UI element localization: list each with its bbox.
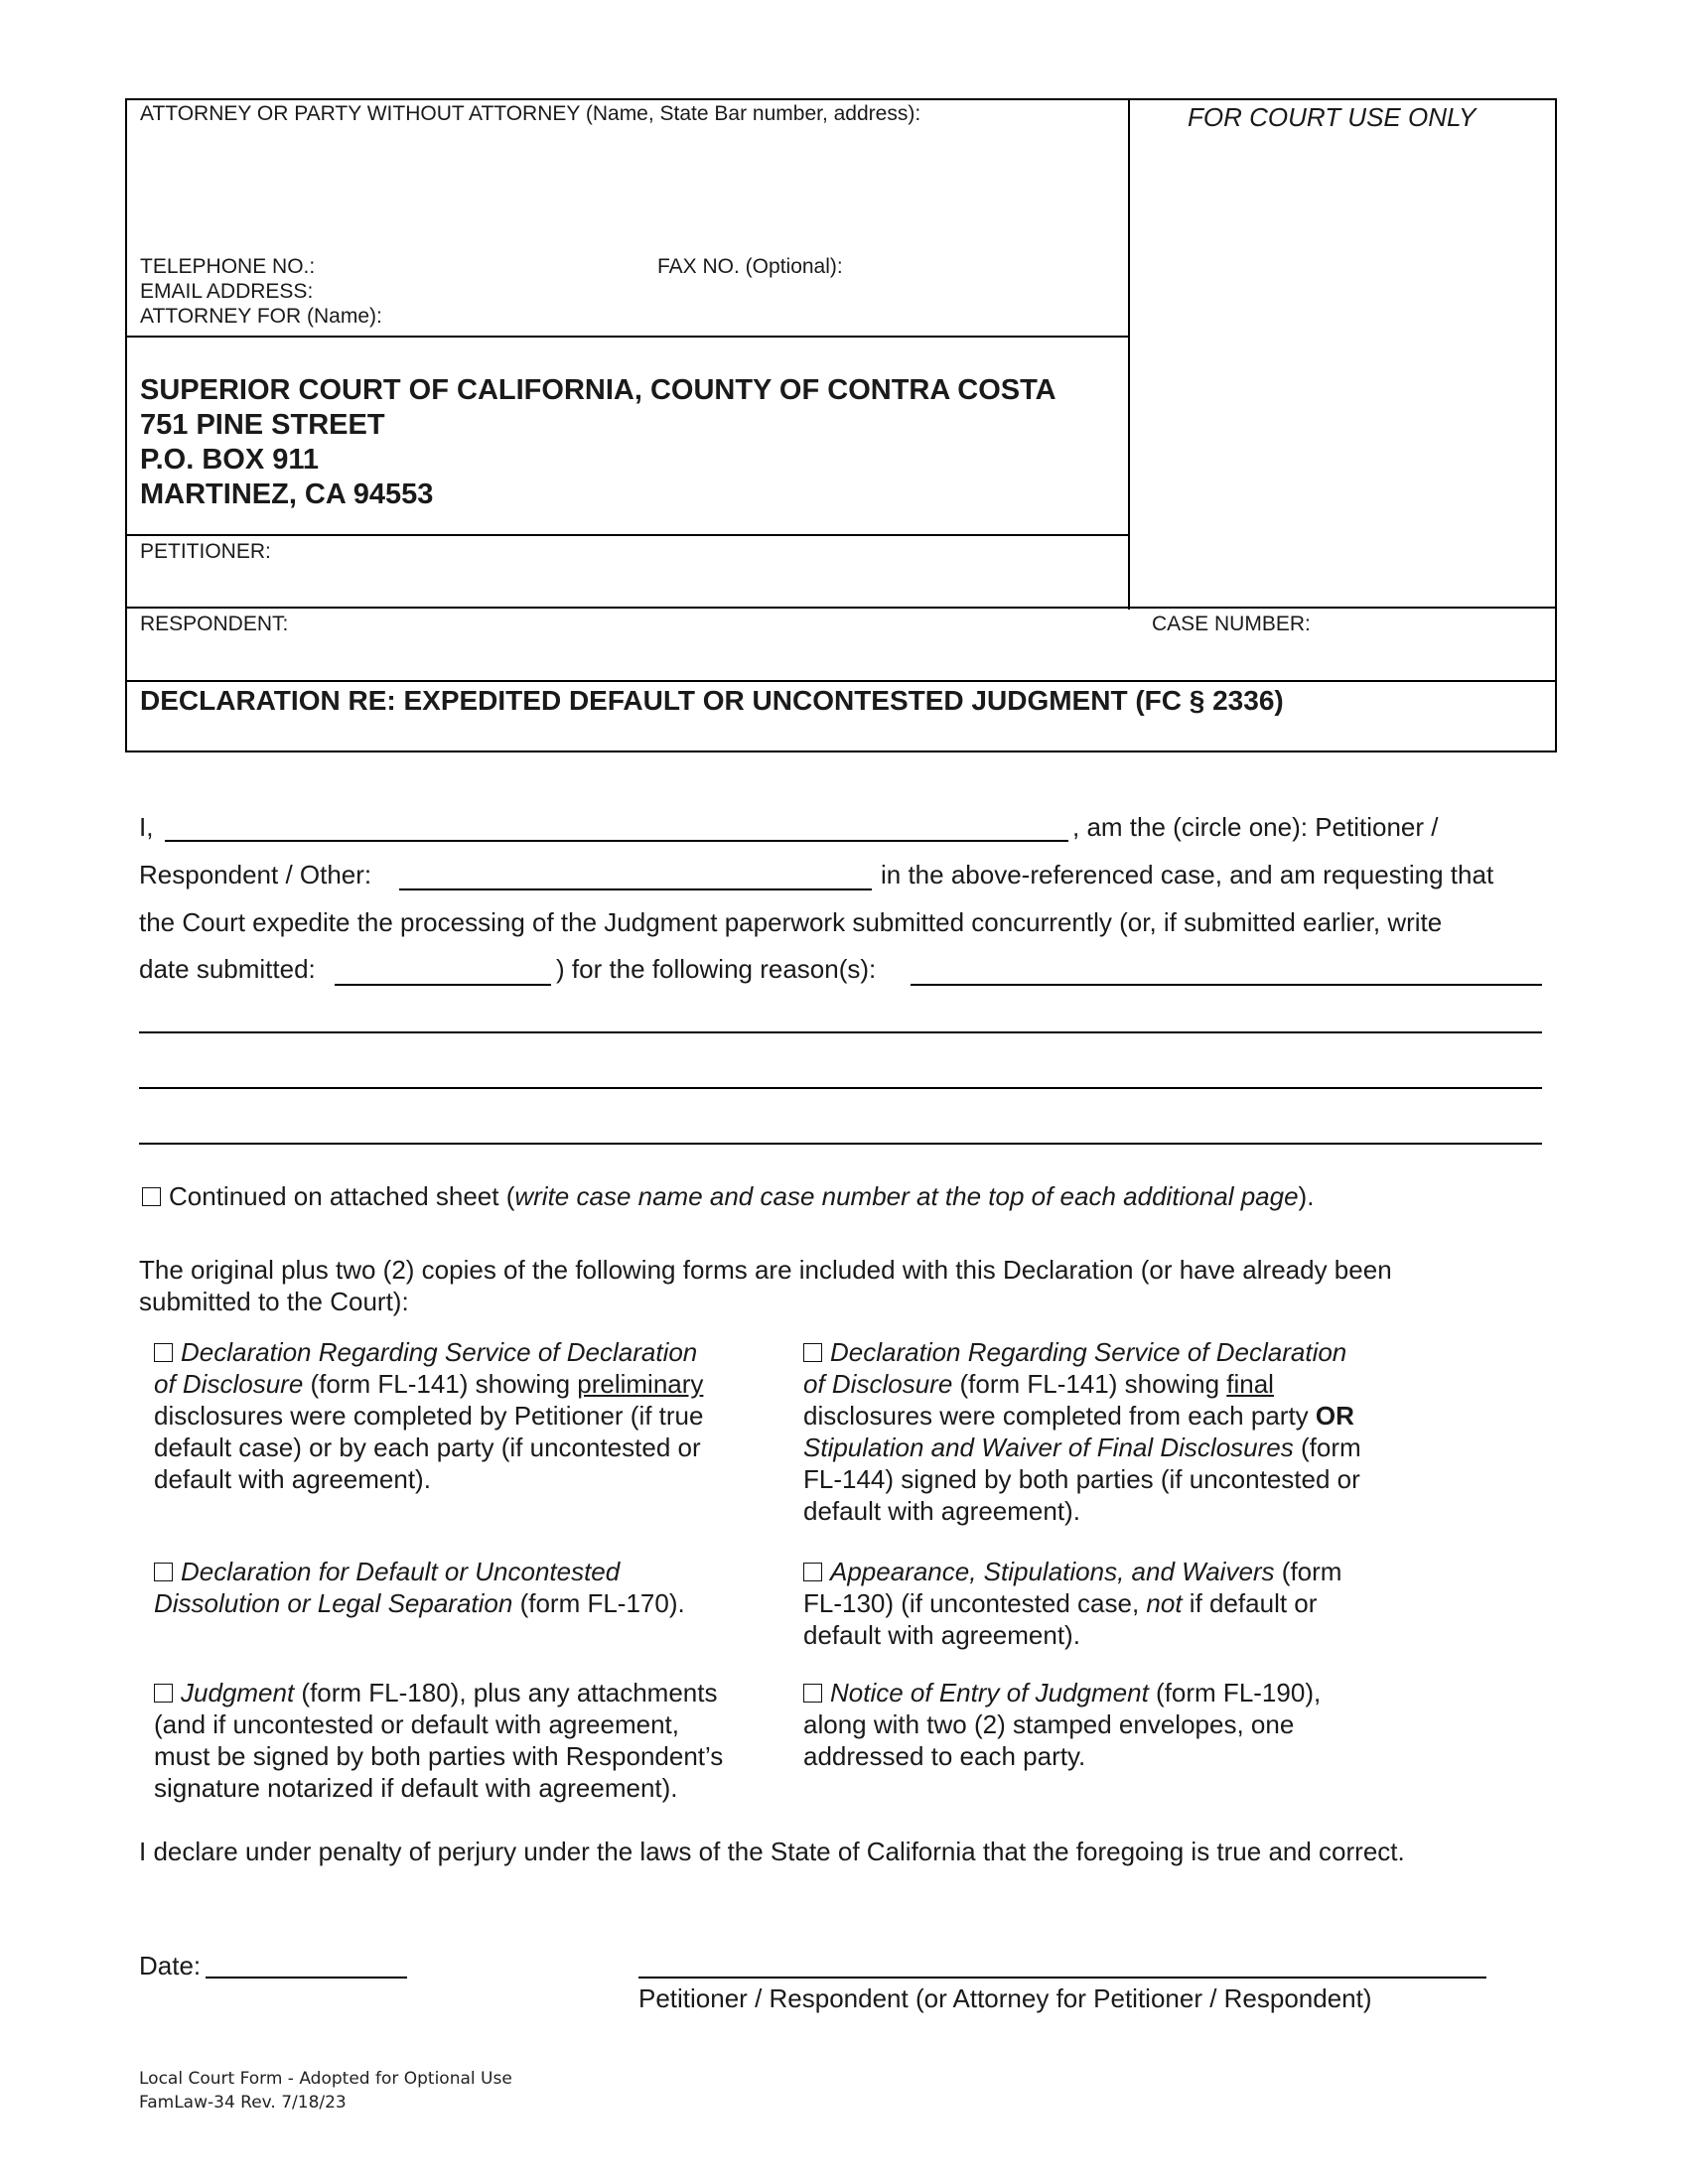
continued-checkbox-row: Continued on attached sheet (write case name and case number at the top of each additional page). bbox=[142, 1180, 1314, 1212]
appearance-item: Appearance, Stipulations, and Waivers (form FL-130) (if uncontested case, not if default or default with agreement). bbox=[803, 1557, 1342, 1650]
perjury-declaration: I declare under penalty of perjury under the laws of the State of California that the foregoing is true and correct. bbox=[139, 1837, 1405, 1866]
reason-line[interactable] bbox=[139, 1143, 1542, 1145]
attorney-for-label: ATTORNEY FOR (Name): bbox=[140, 305, 382, 328]
footer bbox=[139, 2067, 512, 2115]
i-label: I, bbox=[139, 812, 154, 842]
petitioner-label: PETITIONER: bbox=[140, 540, 271, 563]
case-number-label: CASE NUMBER: bbox=[1152, 613, 1311, 635]
in-case-text: in the above-referenced case, and am requesting that bbox=[881, 860, 1494, 889]
final-disclosure-item: Declaration Regarding Service of Declaration of Disclosure (form FL-141) showing final disclosures were completed from each party OR Stipulation and Waiver of Final Disclosures (form FL-144) signed by both parties (if uncontested or default with agreement). bbox=[803, 1337, 1361, 1526]
default-declaration-checkbox[interactable] bbox=[154, 1563, 173, 1581]
date-label: Date: bbox=[139, 1951, 202, 1980]
judgment-item: Judgment (form FL-180), plus any attachments (and if uncontested or default with agreement, must be signed by both parties with Respondent’s signature notarized if default with agreement). bbox=[154, 1678, 724, 1803]
reasons-label: ) for the following reason(s): bbox=[556, 954, 877, 984]
expedite-text: the Court expedite the processing of the Judgment paperwork submitted concurrently (or, if submitted earlier, write bbox=[139, 907, 1443, 937]
forms-intro: The original plus two (2) copies of the following forms are included with this Declaration (or have already been submitted to the Court): bbox=[139, 1255, 1392, 1316]
signature-field[interactable] bbox=[638, 1977, 1486, 1979]
divider-attorney bbox=[127, 336, 1130, 338]
telephone-label: TELEPHONE NO.: bbox=[140, 255, 316, 278]
prelim-disclosure-checkbox[interactable] bbox=[154, 1343, 173, 1362]
notice-entry-item: Notice of Entry of Judgment (form FL-190), along with two (2) stamped envelopes, one addressed to each party. bbox=[803, 1678, 1322, 1771]
court-name-block bbox=[140, 373, 1056, 512]
other-field[interactable] bbox=[399, 888, 872, 890]
email-label: EMAIL ADDRESS: bbox=[140, 280, 314, 303]
reason-line[interactable] bbox=[139, 1087, 1542, 1089]
divider-title bbox=[127, 680, 1557, 682]
form-title: DECLARATION RE: EXPEDITED DEFAULT OR UNCONTESTED JUDGMENT (FC § 2336) bbox=[140, 685, 1284, 716]
continued-checkbox[interactable] bbox=[142, 1187, 161, 1206]
divider-parties bbox=[127, 607, 1557, 609]
court-use-label: FOR COURT USE ONLY bbox=[1188, 102, 1477, 132]
court-line: P.O. BOX 911 bbox=[140, 444, 320, 476]
court-line: MARTINEZ, CA 94553 bbox=[140, 478, 434, 510]
am-the-text: , am the (circle one): Petitioner / bbox=[1072, 812, 1439, 842]
court-line: SUPERIOR COURT OF CALIFORNIA, COUNTY OF CONTRA COSTA bbox=[140, 374, 1056, 406]
reason-field[interactable] bbox=[911, 984, 1542, 986]
reason-line[interactable] bbox=[139, 1031, 1542, 1033]
attorney-label: ATTORNEY OR PARTY WITHOUT ATTORNEY (Name, State Bar number, address): bbox=[140, 102, 921, 125]
notice-entry-checkbox[interactable] bbox=[803, 1684, 822, 1703]
footer-line: FamLaw-34 Rev. 7/18/23 bbox=[139, 2093, 347, 2113]
appearance-checkbox[interactable] bbox=[803, 1563, 822, 1581]
prelim-disclosure-item: Declaration Regarding Service of Declaration of Disclosure (form FL-141) showing preliminary disclosures were completed by Petitioner (if true default case) or by each party (if uncontested or default with agreement). bbox=[154, 1337, 704, 1494]
court-line: 751 PINE STREET bbox=[140, 409, 385, 441]
date-submitted-field[interactable] bbox=[335, 984, 551, 986]
footer-line: Local Court Form - Adopted for Optional Use bbox=[139, 2069, 512, 2089]
declarant-name-field[interactable] bbox=[165, 840, 1068, 842]
fax-label: FAX NO. (Optional): bbox=[657, 255, 843, 278]
date-submitted-label: date submitted: bbox=[139, 954, 316, 984]
respondent-label: RESPONDENT: bbox=[140, 613, 289, 635]
respondent-other-label: Respondent / Other: bbox=[139, 860, 372, 889]
default-declaration-item: Declaration for Default or Uncontested Dissolution or Legal Separation (form FL-170). bbox=[154, 1557, 685, 1618]
date-field[interactable] bbox=[206, 1977, 407, 1979]
judgment-checkbox[interactable] bbox=[154, 1684, 173, 1703]
final-disclosure-checkbox[interactable] bbox=[803, 1343, 822, 1362]
divider-court bbox=[127, 534, 1130, 536]
signer-label: Petitioner / Respondent (or Attorney for Petitioner / Respondent) bbox=[638, 1983, 1372, 2013]
